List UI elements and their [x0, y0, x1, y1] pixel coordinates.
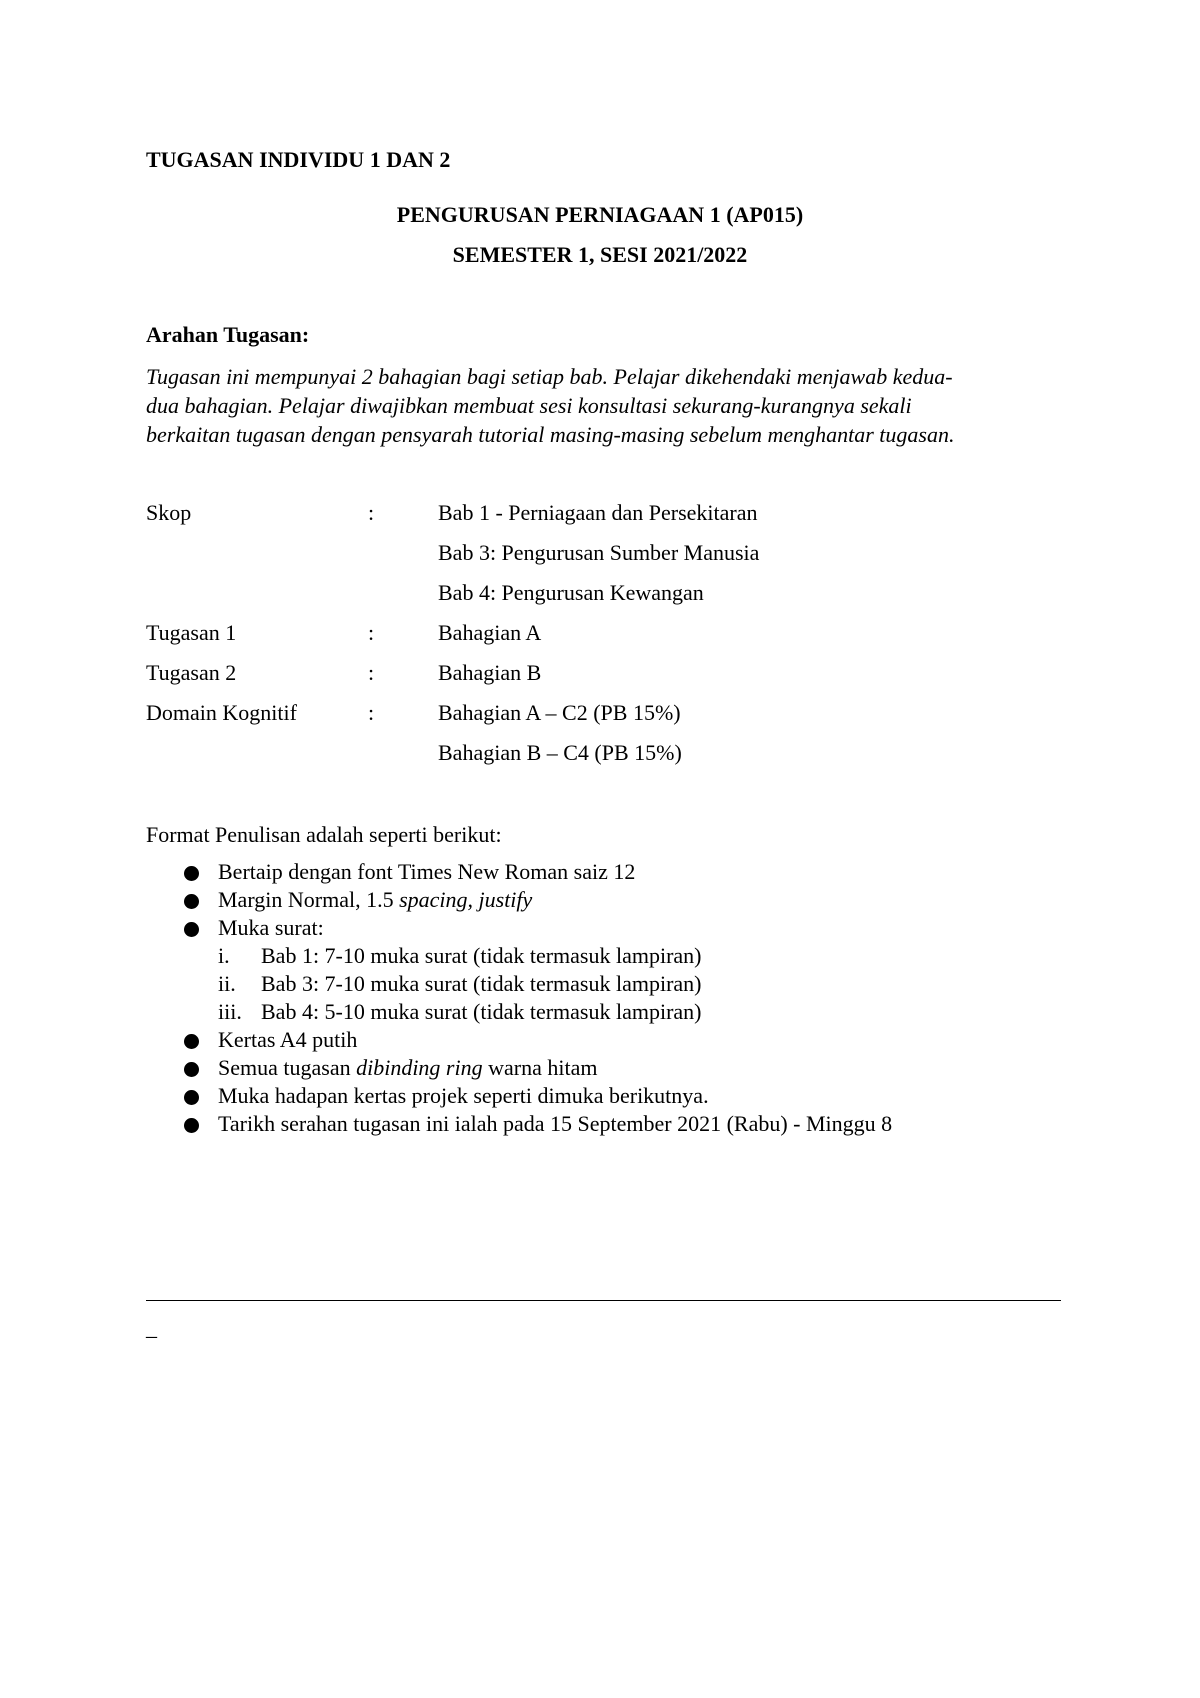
- list-item: [184, 1110, 1084, 1138]
- list-item: [184, 858, 1084, 886]
- sub-list-item: [184, 942, 1084, 970]
- list-item-text-plain: Margin Normal, 1.5: [218, 887, 400, 912]
- sub-list-text: Bab 4: 5-10 muka surat (tidak termasuk lampiran): [261, 999, 702, 1024]
- sub-list-text: Bab 3: 7-10 muka surat (tidak termasuk lampiran): [261, 971, 702, 996]
- list-item-text-italic: dibinding ring: [356, 1055, 483, 1080]
- details-value: Bahagian A – C2 (PB 15%): [438, 700, 681, 725]
- details-label: Tugasan 2: [146, 660, 237, 685]
- list-item-text: Kertas A4 putih: [218, 1027, 358, 1052]
- list-item-text: [218, 1054, 597, 1082]
- details-value: Bab 4: Pengurusan Kewangan: [438, 580, 704, 605]
- instructions-line: Tugasan ini mempunyai 2 bahagian bagi setiap bab. Pelajar dikehendaki menjawab kedua-: [146, 364, 953, 389]
- details-row: [0, 540, 1200, 570]
- details-colon: :: [368, 500, 375, 525]
- list-item: [184, 1054, 1084, 1082]
- bullet-icon: [184, 1090, 199, 1105]
- details-row-domain-kognitif: [0, 700, 1200, 730]
- list-item-text: [218, 886, 532, 914]
- details-value: Bahagian B – C4 (PB 15%): [438, 740, 682, 765]
- bullet-icon: [184, 894, 199, 909]
- format-list: [184, 858, 1084, 1138]
- details-row: [0, 580, 1200, 610]
- sub-list-number: iii.: [218, 999, 242, 1024]
- details-value: Bab 1 - Perniagaan dan Persekitaran: [438, 500, 758, 525]
- instructions-body: [146, 362, 1052, 449]
- bullet-icon: [184, 1034, 199, 1049]
- bullet-icon: [184, 922, 199, 937]
- details-label: Skop: [146, 500, 192, 525]
- instructions-line: dua bahagian. Pelajar diwajibkan membuat sesi konsultasi sekurang-kurangnya sekali: [146, 393, 912, 418]
- instructions-heading: Arahan Tugasan:: [146, 322, 310, 347]
- instructions-line: berkaitan tugasan dengan pensyarah tutorial masing-masing sebelum menghantar tugasan.: [146, 422, 955, 447]
- list-item: [184, 886, 1084, 914]
- assignment-title: TUGASAN INDIVIDU 1 DAN 2: [146, 147, 451, 172]
- list-item-text: Bertaip dengan font Times New Roman saiz 12: [218, 859, 636, 884]
- sub-list-item: [184, 970, 1084, 998]
- details-label: Domain Kognitif: [146, 700, 297, 725]
- list-item-text: Muka surat:: [218, 915, 324, 940]
- list-item-text-plain: warna hitam: [482, 1055, 598, 1080]
- semester-title: SEMESTER 1, SESI 2021/2022: [452, 242, 748, 267]
- details-colon: :: [368, 660, 375, 685]
- list-item: [184, 1026, 1084, 1054]
- list-item-text: Tarikh serahan tugasan ini ialah pada 15 September 2021 (Rabu) - Minggu 8: [218, 1111, 893, 1136]
- sub-list-number: i.: [218, 943, 230, 968]
- bullet-icon: [184, 1118, 199, 1133]
- details-colon: :: [368, 620, 375, 645]
- details-label: Tugasan 1: [146, 620, 237, 645]
- sub-list-text: Bab 1: 7-10 muka surat (tidak termasuk lampiran): [261, 943, 702, 968]
- details-colon: :: [368, 700, 375, 725]
- details-row-tugasan-2: [0, 660, 1200, 690]
- details-row-skop: [0, 500, 1200, 530]
- course-title: PENGURUSAN PERNIAGAAN 1 (AP015): [396, 202, 804, 227]
- bullet-icon: [184, 866, 199, 881]
- details-row-tugasan-1: [0, 620, 1200, 650]
- footer-dash: _: [146, 1315, 157, 1340]
- details-value: Bahagian A: [438, 620, 542, 645]
- list-item-text: Muka hadapan kertas projek seperti dimuka berikutnya.: [218, 1083, 709, 1108]
- horizontal-rule: [146, 1300, 1061, 1301]
- sub-list-item: [184, 998, 1084, 1026]
- list-item-text-plain: Semua tugasan: [218, 1055, 357, 1080]
- list-item-text-italic: spacing, justify: [399, 887, 533, 912]
- details-value: Bab 3: Pengurusan Sumber Manusia: [438, 540, 760, 565]
- details-value: Bahagian B: [438, 660, 542, 685]
- list-item: [184, 1082, 1084, 1110]
- list-item: [184, 914, 1084, 942]
- sub-list-number: ii.: [218, 971, 236, 996]
- bullet-icon: [184, 1062, 199, 1077]
- format-intro: Format Penulisan adalah seperti berikut:: [146, 822, 502, 847]
- details-row: [0, 740, 1200, 770]
